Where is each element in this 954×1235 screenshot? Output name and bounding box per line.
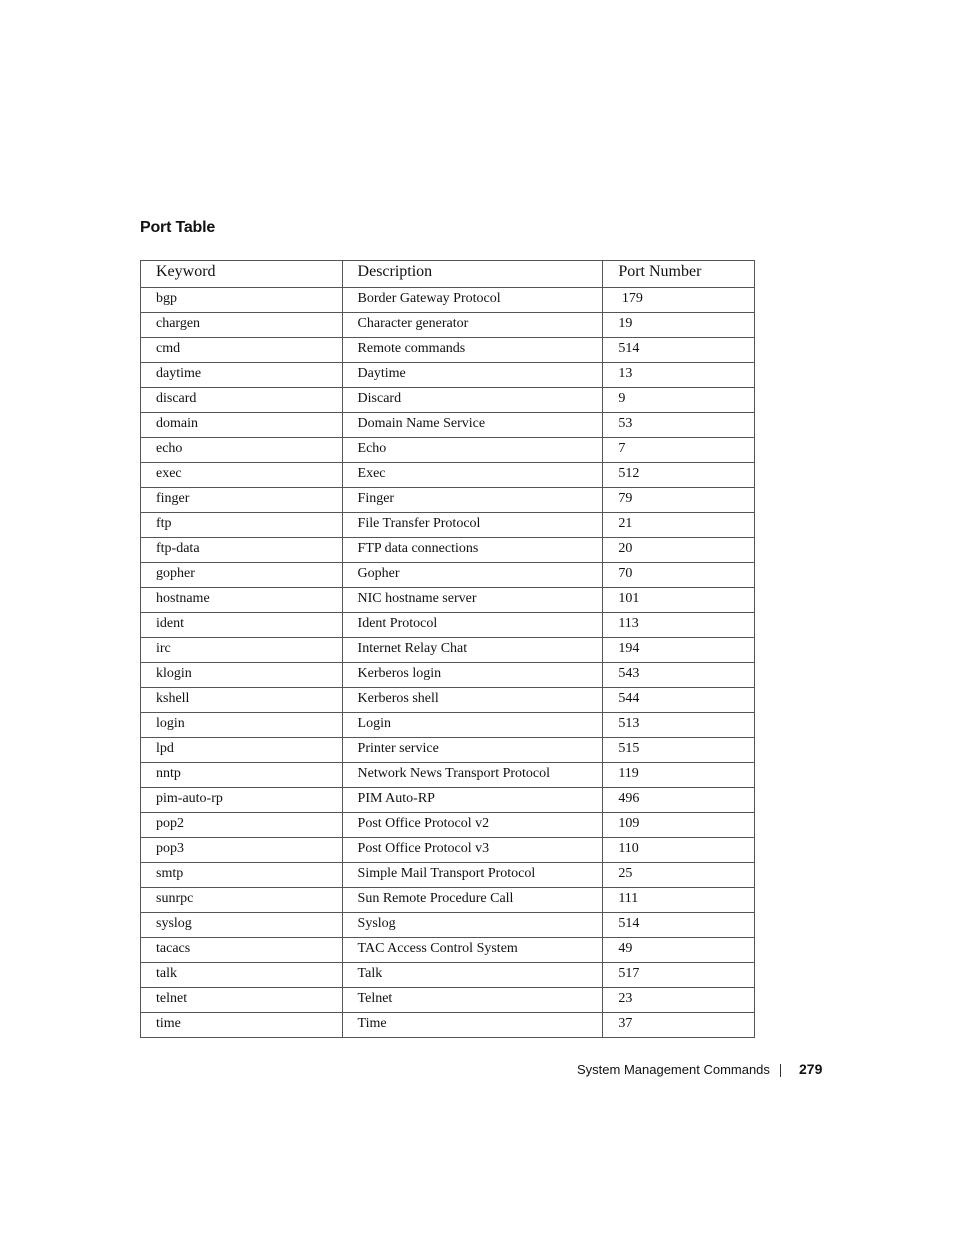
keyword-cell: exec [141,463,343,488]
keyword-cell: ident [141,613,343,638]
keyword-cell: lpd [141,738,343,763]
table-row [141,363,755,388]
port-number-cell: 514 [603,338,755,363]
table-row [141,863,755,888]
table-row [141,463,755,488]
description-cell: Telnet [342,988,603,1013]
table-row [141,413,755,438]
port-number-cell: 111 [603,888,755,913]
keyword-cell: chargen [141,313,343,338]
description-cell: Simple Mail Transport Protocol [342,863,603,888]
keyword-cell: talk [141,963,343,988]
port-number-cell: 79 [603,488,755,513]
table-row [141,988,755,1013]
keyword-cell: sunrpc [141,888,343,913]
port-number-cell: 512 [603,463,755,488]
table-row [141,663,755,688]
description-cell: FTP data connections [342,538,603,563]
description-cell: Internet Relay Chat [342,638,603,663]
keyword-cell: pim-auto-rp [141,788,343,813]
description-cell: Border Gateway Protocol [342,288,603,313]
port-number-cell: 13 [603,363,755,388]
keyword-cell: telnet [141,988,343,1013]
port-number-cell: 109 [603,813,755,838]
keyword-cell: irc [141,638,343,663]
keyword-cell: bgp [141,288,343,313]
table-row [141,788,755,813]
description-cell: Syslog [342,913,603,938]
port-number-cell: 7 [603,438,755,463]
description-cell: Character generator [342,313,603,338]
description-cell: NIC hostname server [342,588,603,613]
table-row [141,713,755,738]
description-cell: File Transfer Protocol [342,513,603,538]
keyword-cell: smtp [141,863,343,888]
keyword-cell: daytime [141,363,343,388]
description-cell: Ident Protocol [342,613,603,638]
keyword-cell: ftp-data [141,538,343,563]
table-row [141,513,755,538]
table-row [141,1013,755,1038]
description-cell: Exec [342,463,603,488]
table-row [141,688,755,713]
keyword-cell: klogin [141,663,343,688]
description-cell: Kerberos login [342,663,603,688]
table-row [141,488,755,513]
port-number-cell: 110 [603,838,755,863]
description-cell: Talk [342,963,603,988]
port-number-cell: 23 [603,988,755,1013]
table-row [141,913,755,938]
description-cell: Remote commands [342,338,603,363]
description-cell: Daytime [342,363,603,388]
description-cell: Time [342,1013,603,1038]
keyword-cell: pop3 [141,838,343,863]
table-row [141,938,755,963]
keyword-cell: domain [141,413,343,438]
port-number-cell: 543 [603,663,755,688]
port-number-cell: 119 [603,763,755,788]
keyword-cell: ftp [141,513,343,538]
page-number: 279 [799,1061,823,1077]
table-row [141,388,755,413]
description-cell: Sun Remote Procedure Call [342,888,603,913]
port-number-cell: 496 [603,788,755,813]
table-row [141,438,755,463]
description-cell: Echo [342,438,603,463]
page-title: Port Table [140,219,216,236]
description-cell: Printer service [342,738,603,763]
port-number-cell: 544 [603,688,755,713]
description-cell: Discard [342,388,603,413]
keyword-cell: echo [141,438,343,463]
table-row [141,763,755,788]
table-row [141,538,755,563]
table-row [141,338,755,363]
table-row [141,888,755,913]
description-cell: Network News Transport Protocol [342,763,603,788]
keyword-cell: finger [141,488,343,513]
keyword-cell: syslog [141,913,343,938]
header-keyword: Keyword [141,261,343,288]
port-number-cell: 70 [603,563,755,588]
keyword-cell: pop2 [141,813,343,838]
description-cell: Domain Name Service [342,413,603,438]
table-body [141,288,755,1038]
keyword-cell: login [141,713,343,738]
keyword-cell: hostname [141,588,343,613]
description-cell: Post Office Protocol v3 [342,838,603,863]
keyword-cell: kshell [141,688,343,713]
port-number-cell: 517 [603,963,755,988]
port-table [140,260,755,1038]
table-row [141,963,755,988]
footer-divider [780,1064,781,1077]
port-number-cell: 514 [603,913,755,938]
port-number-cell: 9 [603,388,755,413]
description-cell: PIM Auto-RP [342,788,603,813]
port-number-cell: 194 [603,638,755,663]
table-row [141,738,755,763]
table-row [141,638,755,663]
port-number-cell: 21 [603,513,755,538]
description-cell: Login [342,713,603,738]
port-number-cell: 179 [603,288,755,313]
footer-section-title: System Management Commands [577,1062,770,1077]
description-cell: TAC Access Control System [342,938,603,963]
port-number-cell: 101 [603,588,755,613]
description-cell: Post Office Protocol v2 [342,813,603,838]
port-number-cell: 113 [603,613,755,638]
table-row [141,313,755,338]
port-number-cell: 515 [603,738,755,763]
port-number-cell: 25 [603,863,755,888]
keyword-cell: nntp [141,763,343,788]
header-description: Description [342,261,603,288]
table-row [141,288,755,313]
port-number-cell: 49 [603,938,755,963]
port-number-cell: 19 [603,313,755,338]
header-port-number: Port Number [603,261,755,288]
table-header-row [141,261,755,288]
port-number-cell: 513 [603,713,755,738]
table-row [141,813,755,838]
table-row [141,588,755,613]
keyword-cell: cmd [141,338,343,363]
keyword-cell: gopher [141,563,343,588]
description-cell: Kerberos shell [342,688,603,713]
port-number-cell: 37 [603,1013,755,1038]
description-cell: Gopher [342,563,603,588]
keyword-cell: time [141,1013,343,1038]
description-cell: Finger [342,488,603,513]
port-number-cell: 20 [603,538,755,563]
port-number-cell: 53 [603,413,755,438]
table-row [141,563,755,588]
keyword-cell: discard [141,388,343,413]
table-row [141,613,755,638]
table-row [141,838,755,863]
keyword-cell: tacacs [141,938,343,963]
